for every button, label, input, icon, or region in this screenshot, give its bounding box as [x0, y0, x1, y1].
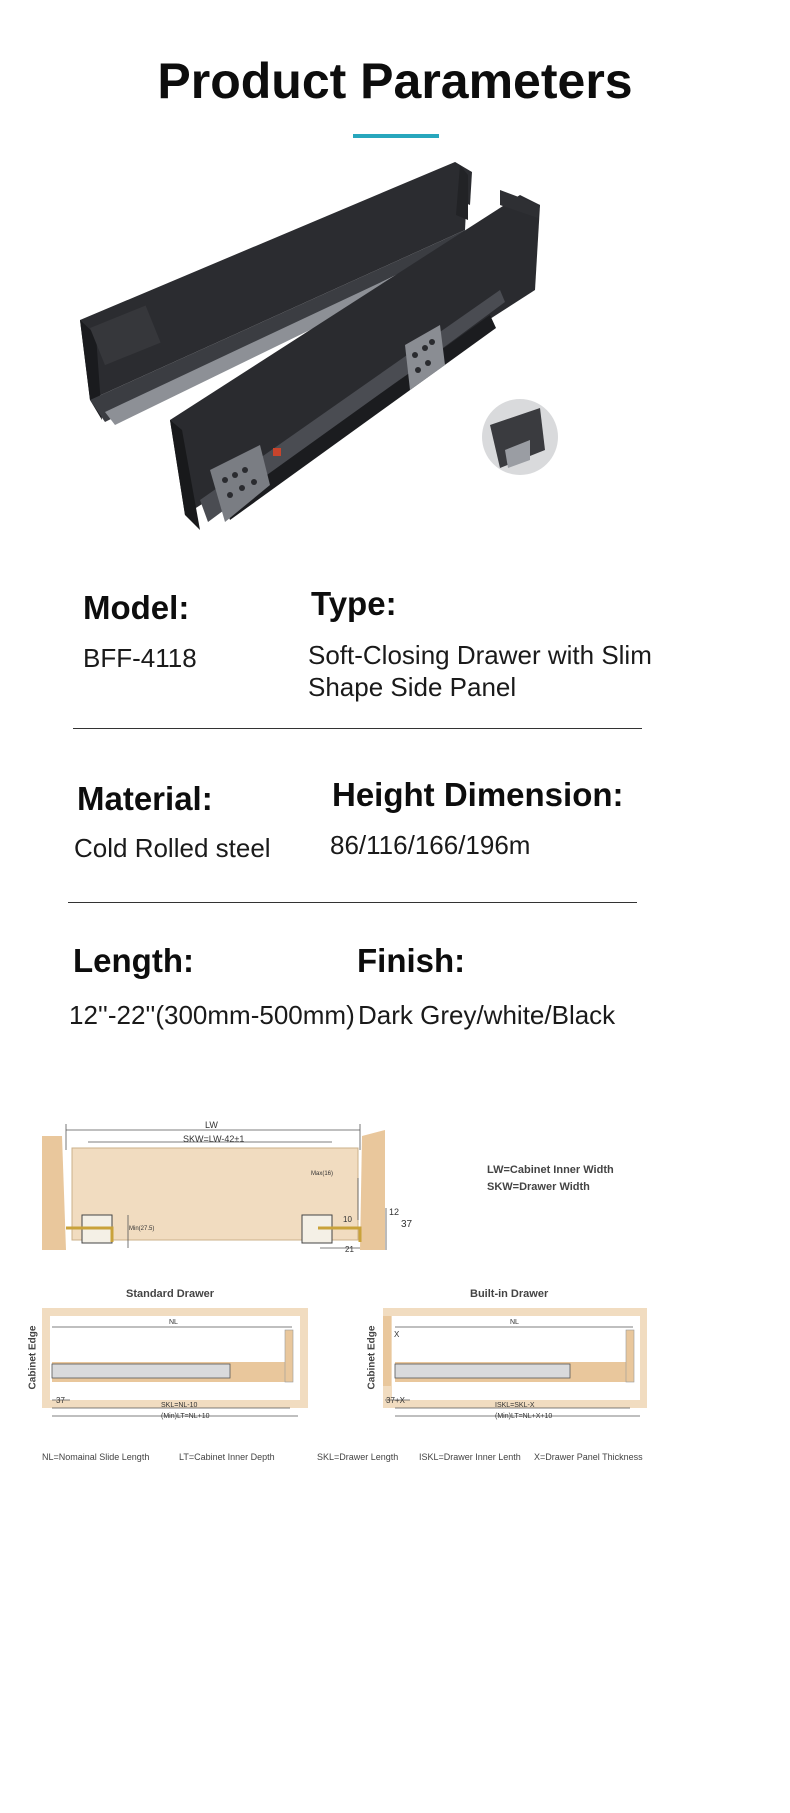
legend-x: X=Drawer Panel Thickness: [534, 1452, 643, 1462]
material-value: Cold Rolled steel: [74, 833, 271, 863]
model-label: Model:: [83, 589, 190, 626]
drawer-slide-photo: [60, 150, 660, 540]
cross-section-diagram: [0, 1110, 790, 1270]
dim-37: 37: [401, 1219, 413, 1230]
divider: [73, 728, 642, 729]
dim-12: 12: [389, 1207, 400, 1217]
legend-lw: LW=Cabinet Inner Width: [487, 1164, 614, 1176]
cabinet-edge-label: Cabinet Edge: [366, 1325, 378, 1390]
legend-iskl: ISKL=Drawer Inner Lenth: [419, 1452, 521, 1462]
dim-37x: 37+X: [386, 1396, 405, 1405]
dim-lt: (Min)LT=NL+X+10: [495, 1413, 553, 1420]
page-title: Product Parameters: [157, 53, 633, 109]
side-view-diagrams: [0, 1300, 790, 1440]
dim-min275: Min(27.5): [129, 1226, 155, 1232]
dim-lw: LW: [205, 1120, 218, 1130]
legend-skw: SKW=Drawer Width: [487, 1181, 590, 1193]
material-label: Material:: [77, 780, 213, 817]
dim-lt: (Min)LT=NL+10: [161, 1413, 210, 1420]
legend-lt: LT=Cabinet Inner Depth: [179, 1452, 275, 1462]
type-value-line2: Shape Side Panel: [308, 672, 517, 702]
finish-value: Dark Grey/white/Black: [358, 1000, 616, 1030]
finish-label: Finish:: [357, 942, 466, 979]
cabinet-edge-label: Cabinet Edge: [27, 1325, 39, 1390]
length-label: Length:: [73, 942, 194, 979]
standard-drawer-title: Standard Drawer: [126, 1288, 215, 1300]
dim-skw: SKW=LW-42±1: [183, 1134, 245, 1144]
divider: [68, 902, 637, 903]
model-value: BFF-4118: [83, 643, 197, 673]
height-label: Height Dimension:: [332, 776, 624, 813]
legend-nl: NL=Nomainal Slide Length: [42, 1452, 150, 1462]
dim-iskl: ISKL=SKL-X: [495, 1402, 535, 1409]
type-label: Type:: [311, 585, 397, 622]
type-value-line1: Soft-Closing Drawer with Slim: [308, 640, 652, 670]
dim-nl: NL: [510, 1319, 519, 1326]
builtin-drawer-title: Built-in Drawer: [470, 1288, 549, 1300]
dim-skl: SKL=NL-10: [161, 1402, 198, 1409]
length-value: 12''-22''(300mm-500mm): [69, 1000, 355, 1030]
dim-37: 37: [56, 1396, 65, 1405]
title-underline: [353, 134, 439, 138]
height-value: 86/116/166/196m: [330, 830, 531, 860]
dim-x: X: [394, 1330, 400, 1339]
dim-10: 10: [343, 1215, 352, 1224]
legend-skl: SKL=Drawer Length: [317, 1452, 399, 1462]
dim-max16: Max(16): [311, 1171, 334, 1177]
dim-21: 21: [345, 1245, 354, 1254]
dim-nl: NL: [169, 1319, 178, 1326]
